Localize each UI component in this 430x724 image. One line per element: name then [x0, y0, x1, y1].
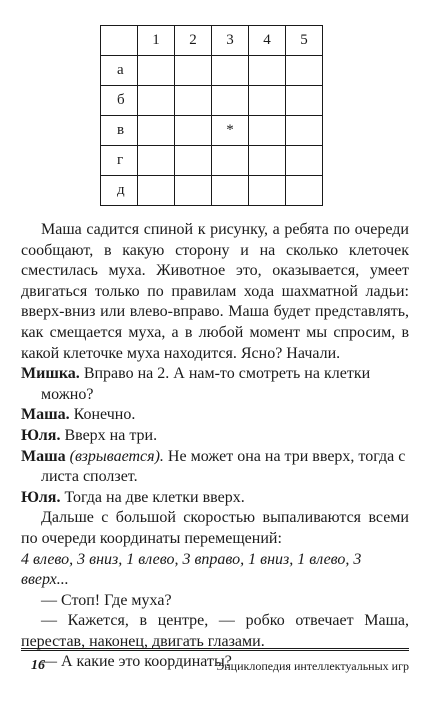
grid-cell	[249, 86, 286, 116]
dialogue-text: Конечно.	[69, 406, 136, 424]
body-text	[21, 220, 409, 673]
grid-cell	[212, 146, 249, 176]
grid-cell	[212, 86, 249, 116]
grid-cell	[249, 116, 286, 146]
dialogue-text: Вправо на 2. А нам-то смотреть на клетки можно?	[41, 365, 371, 403]
grid-cell	[138, 86, 175, 116]
running-title: Энциклопедия интеллектуальных игр	[216, 659, 409, 673]
grid-cell	[138, 56, 175, 86]
fly-marker: *	[212, 116, 249, 146]
grid-col-header: 3	[212, 26, 249, 56]
dialogue-paragraph: — Кажется, в центре, — робко отвечает Маша, перестав, наконец, двигать глазами.	[21, 612, 409, 650]
fly-grid	[100, 25, 323, 206]
footer-rule	[21, 648, 409, 651]
grid-row-header: б	[101, 86, 138, 116]
speaker-name: Маша	[21, 447, 66, 465]
grid-header-row	[101, 26, 323, 56]
moves-text: 4 влево, 3 вниз, 1 влево, 3 вправо, 1 вниз, 1 влево, 3 вверх...	[21, 550, 362, 589]
grid-cell	[175, 86, 212, 116]
grid-cell	[138, 176, 175, 206]
grid-cell	[249, 146, 286, 176]
grid-cell	[249, 176, 286, 206]
dialogue-line	[21, 364, 409, 405]
grid-cell	[175, 176, 212, 206]
grid-row	[101, 116, 323, 146]
intro-paragraph: Маша садится спиной к рисунку, а ребята по очереди сообщают, в какую сторону и на сколько клеточек сместилась муха. Животное это, оказывается, умеет двигаться только по правилам хода шахматной ладьи: вверх-вниз или влево-вправо. Маша будет представлять, как смещается муха, а в любой момент мы спросим, в какой клеточке муха находится. Ясно? Начали.	[21, 221, 409, 362]
grid-cell	[138, 116, 175, 146]
grid-row	[101, 86, 323, 116]
narration-paragraph: Дальше с большой скоростью выпаливаются всеми по очереди координаты перемещений:	[21, 509, 409, 547]
grid-row-header: г	[101, 146, 138, 176]
speaker-name: Юля.	[21, 426, 61, 444]
grid-row-header: в	[101, 116, 138, 146]
grid-cell	[286, 116, 323, 146]
grid-cell	[138, 146, 175, 176]
speaker-name: Мишка.	[21, 365, 80, 383]
dialogue-line	[21, 426, 409, 447]
grid-row-header: д	[101, 176, 138, 206]
grid-cell	[286, 176, 323, 206]
grid-col-header: 5	[286, 26, 323, 56]
speaker-name: Маша.	[21, 406, 70, 424]
grid-col-header: 4	[249, 26, 286, 56]
grid-col-header: 2	[175, 26, 212, 56]
grid-cell	[286, 146, 323, 176]
dialogue-text: Тогда на две клетки вверх.	[60, 488, 245, 506]
speaker-name: Юля.	[21, 488, 61, 506]
stage-direction: (взрывается).	[65, 447, 164, 465]
grid-row	[101, 146, 323, 176]
grid-corner-cell	[101, 26, 138, 56]
grid-cell	[212, 176, 249, 206]
grid-cell	[286, 86, 323, 116]
dialogue-line	[21, 405, 409, 426]
grid-cell	[175, 56, 212, 86]
grid-cell	[249, 56, 286, 86]
grid-row	[101, 176, 323, 206]
dialogue-text: Не может она на три вверх, тогда с листа сползет.	[41, 447, 406, 486]
page-number: 16	[31, 658, 45, 673]
grid-row	[101, 56, 323, 86]
grid-cell	[286, 56, 323, 86]
grid-col-header: 1	[138, 26, 175, 56]
grid-cell	[175, 146, 212, 176]
dialogue-paragraph: — Стоп! Где муха?	[41, 591, 172, 609]
dialogue-line	[21, 447, 409, 488]
dialogue-paragraph: — А какие это координаты?	[41, 653, 232, 671]
grid-cell	[212, 56, 249, 86]
dialogue-text: Вверх на три.	[60, 426, 158, 444]
moves-list	[21, 550, 409, 591]
grid-row-header: а	[101, 56, 138, 86]
grid-cell	[175, 116, 212, 146]
dialogue-line	[21, 488, 409, 509]
